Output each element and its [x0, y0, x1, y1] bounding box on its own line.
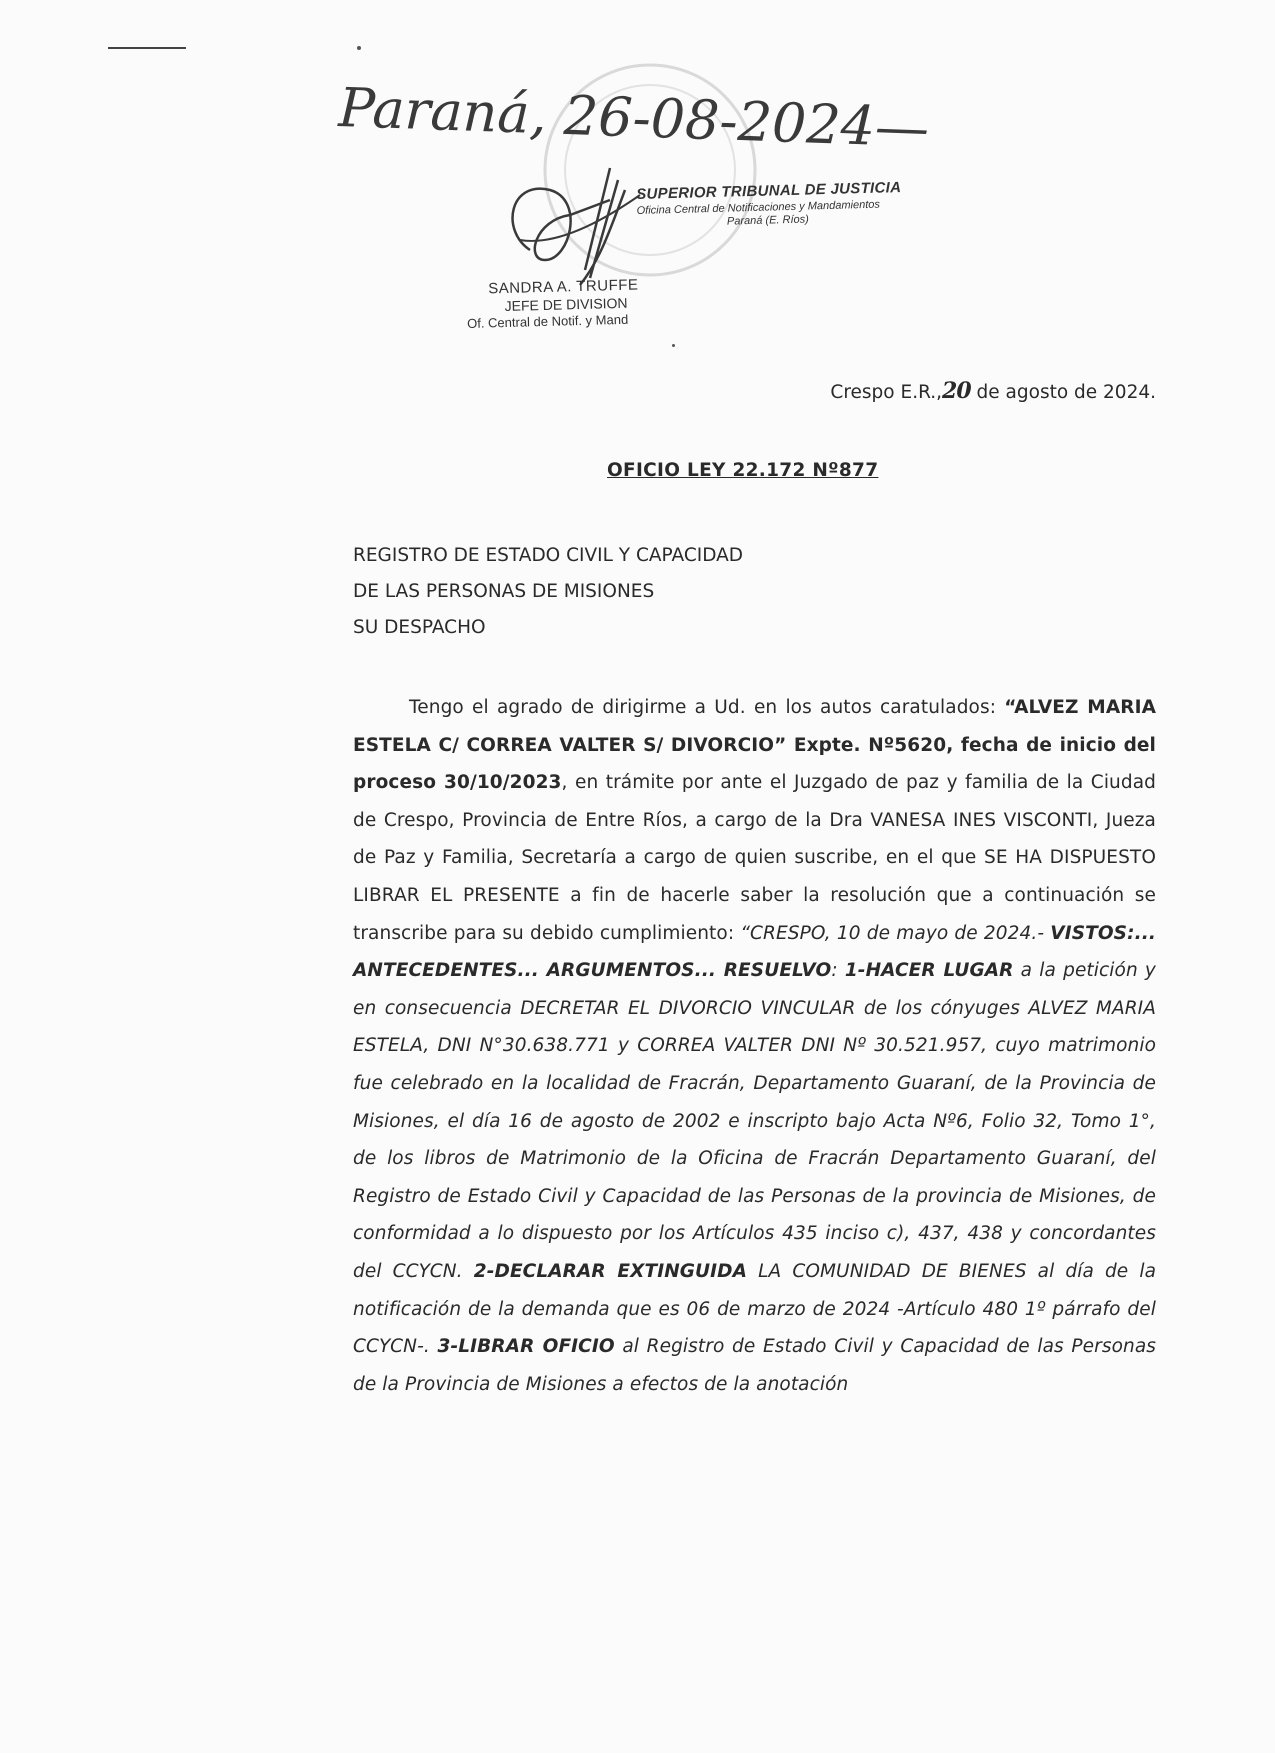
resolution-colon: :: [831, 960, 845, 982]
handwritten-date: [330, 56, 931, 160]
resolution-headings: VISTOS:... ANTECEDENTES... ARGUMENTOS... RESUELVO: [353, 922, 1156, 982]
corner-dash-mark: [108, 47, 186, 49]
ink-dot: [357, 46, 361, 50]
document-title: OFICIO LEY 22.172 Nº877: [607, 460, 879, 481]
resolution-item-3-text: al Registro de Estado Civil y Capacidad de las Personas de la Provincia de Misiones a efectos de la anotación: [353, 1336, 1157, 1395]
case-caption: “ALVEZ MARIA ESTELA C/ CORREA VALTER S/ DIVORCIO” Expte. Nº5620, fecha de inicio del proceso 30/10/2023: [353, 697, 1156, 794]
body-intro: Tengo el agrado de dirigirme a Ud. en los autos caratulados:: [409, 697, 1005, 718]
body-proceedings: , en trámite por ante el Juzgado de paz y familia de la Ciudad de Crespo, Provincia de Entre Ríos, a cargo de la Dra VANESA INES VISCONTI, Jueza de Paz y Familia, Secretaría a cargo de quien suscribe, en el que SE HA DISPUESTO LIBRAR EL PRESENTE a fin de hacerle saber la resolución que a continuación se transcribe para su debido cumplimiento:: [353, 772, 1157, 944]
resolution-item-2-heading: 2-DECLARAR EXTINGUIDA: [473, 1260, 748, 1282]
date-prefix: Crespo E.R.,: [830, 382, 943, 403]
signer-role: JEFE DE DIVISION: [504, 294, 628, 314]
stamp-line-1: SUPERIOR TRIBUNAL DE JUSTICIA: [636, 179, 902, 203]
addressee-block: [353, 538, 743, 646]
resolution-item-3-heading: 3-LIBRAR OFICIO: [437, 1336, 615, 1358]
resolution-item-1-text: a la petición y en consecuencia DECRETAR EL DIVORCIO VINCULAR de los cónyuges ALVEZ MARIA ESTELA, DNI N°30.638.771 y CORREA VALTER DNI Nº 30.521.957, cuyo matrimonio fue celebrado en la localidad de Fracrán, Departamento Guaraní, de la Provincia de Misiones, el día 16 de agosto de 2002 e inscripto bajo Acta Nº6, Folio 32, Tomo 1°, de los libros de Matrimonio de la Oficina de Fracrán Departamento Guaraní, del Registro de Estado Civil y Capacidad de las Personas de la provincia de Misiones, de conformidad a lo dispuesto por los Artículos 435 inciso c), 437, 438 y concordantes del CCYCN.: [353, 960, 1156, 1282]
resolution-item-2-text: LA COMUNIDAD DE BIENES al día de la notificación de la demanda que es 06 de marzo de 2024 -Artículo 480 1º párrafo del CCYCN-.: [353, 1260, 1157, 1358]
body-paragraph: [353, 689, 1156, 1403]
resolution-item-1-heading: 1-HACER LUGAR: [844, 960, 1014, 982]
ink-dot: [672, 344, 675, 347]
date-day-handwritten: 20: [942, 378, 971, 404]
signer-name: SANDRA A. TRUFFE: [487, 276, 639, 298]
date-suffix: de agosto de 2024.: [970, 382, 1156, 403]
addressee-line-2: DE LAS PERSONAS DE MISIONES: [353, 581, 655, 602]
place-date-line: [830, 378, 1156, 404]
court-stamp: [636, 179, 902, 230]
resolution-date: “CRESPO, 10 de mayo de 2024.-: [740, 922, 1051, 944]
handwritten-date-text: Paraná, 26-08-2024—: [337, 76, 931, 160]
stamp-line-2: Oficina Central de Notificaciones y Mandamientos: [636, 198, 881, 217]
signer-office: Of. Central de Notif. y Mand: [466, 311, 629, 331]
addressee-line-1: REGISTRO DE ESTADO CIVIL Y CAPACIDAD: [353, 545, 744, 566]
addressee-line-3: SU DESPACHO: [353, 617, 486, 638]
signer-stamp: [466, 276, 640, 330]
stamp-line-3: Paraná (E. Ríos): [726, 213, 810, 228]
